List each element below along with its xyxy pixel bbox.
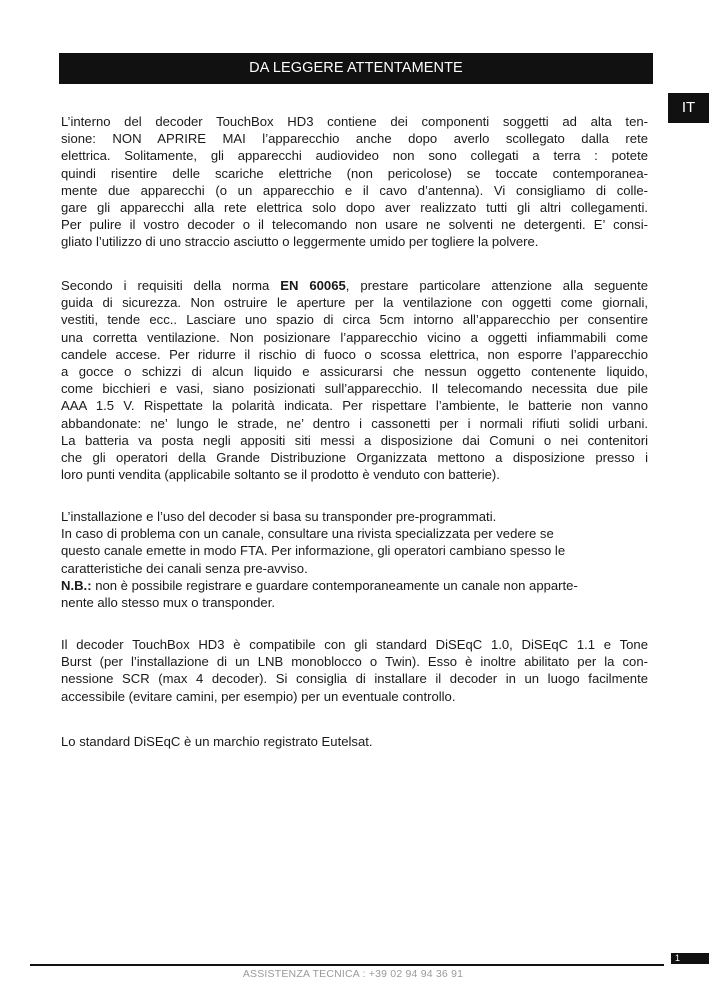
text-line: a gocce o schizzi di alcun liquido e assicurarsi che nessun oggetto contenente liquido, [61,364,648,380]
text-line [61,277,648,294]
text-line: Lo standard DiSEqC è un marchio registrato Eutelsat. [61,734,373,749]
text-line: Il decoder TouchBox HD3 è compatibile con gli standard DiSEqC 1.0, DiSEqC 1.1 e Tone [61,637,648,652]
text-line: Burst (per l’installazione di un LNB monoblocco o Twin). Esso è inoltre abilitato per la con- [61,654,648,670]
footer-support-line: ASSISTENZA TECNICA : +39 02 94 94 36 91 [242,968,464,980]
text-line: che gli operatori della Grande Distribuzione Organizzata mettono a disposizione presso i [61,450,648,466]
text-fragment: , prestare particolare attenzione alla seguente [345,278,648,293]
text-line: Per pulire il vostro decoder o il telecomando non usare ne solventi ne detergenti. E’ consi- [61,217,648,233]
text-line: loro punti vendita (applicabile soltanto se il prodotto è venduto con batterie). [61,467,500,483]
text-fragment: non è possibile registrare e guardare contemporaneamente un canale non apparte- [91,577,578,593]
paragraph-trademark [61,733,648,750]
text-line: nessione SCR (max 4 decoder). Si consiglia di installare il decoder in un luogo facilmente [61,671,648,687]
paragraph-diseqc-compat [61,636,648,705]
text-line: caratteristiche dei canali senza pre-avviso. [61,560,308,576]
text-line: vestiti, tende ecc.. Lasciare uno spazio di circa 5cm intorno all’apparecchio per consentire [61,312,648,328]
paragraph-safety-intro [61,113,648,251]
text-line: guida di sicurezza. Non ostruire le aperture per la ventilazione con oggetti come giornali, [61,295,648,311]
text-line: mente due apparecchi (o un apparecchio e il cavo d’antenna). Vi consigliamo di colle- [61,182,648,198]
norm-reference: EN 60065 [280,278,346,293]
text-fragment: Secondo i requisiti della norma [61,278,281,293]
text-line: L’installazione e l’uso del decoder si basa su transponder pre-programmati. [61,509,497,524]
text-line: La batteria va posta negli appositi siti messi a disposizione dai Comuni o nei contenitori [61,432,648,448]
text-line: come bicchieri e vasi, siano posizionati sull’apparecchio. Il telecomando necessita due pile [61,381,648,397]
text-line: AAA 1.5 V. Rispettate la polarità indicata. Per rispettare l’ambiente, le batterie non vanno [61,398,648,414]
text-line: In caso di problema con un canale, consultare una rivista specializzata per vedere se [61,526,554,542]
text-line: elettrica. Solitamente, gli apparecchi audiovideo non sono collegati a terra : potete [61,148,648,164]
text-line: una corretta ventilazione. Non posizionare l’apparecchio vicino a oggetti infiammabili come [61,329,648,345]
page-number: 1 [671,953,709,964]
text-line: gare gli apparecchi alla rete elettrica solo dopo aver realizzato tutti gli altri collegamenti. [61,200,648,216]
text-line: questo canale emette in modo FTA. Per informazione, gli operatori cambiano spesso le [61,543,566,559]
paragraph-en60065 [61,277,648,483]
text-line: L’interno del decoder TouchBox HD3 contiene dei componenti soggetti ad alta ten- [61,114,648,129]
page-title-banner: DA LEGGERE ATTENTAMENTE [59,53,653,84]
text-line: quindi risentire delle scariche elettriche (non pericolose) se toccate contemporanea- [61,165,648,181]
nb-label: N.B.: [61,577,92,593]
text-line: candele accese. Per ridurre il rischio di fuoco o scossa elettrica, non esporre l’apparecchio [61,346,648,362]
text-line: gliato l’utilizzo di uno straccio asciutto o leggermente umido per togliere la polvere. [61,234,539,250]
text-line: sione: NON APRIRE MAI l’apparecchio anche dopo averlo scollegato dalla rete [61,131,648,147]
nb-note [61,577,648,594]
footer-divider [30,964,664,966]
paragraph-installation [61,508,648,611]
text-line: nente allo stesso mux o transponder. [61,595,275,611]
language-tab: IT [668,93,709,123]
text-line: accessibile (evitare camini, per esempio) per un eventuale controllo. [61,688,456,704]
text-line: abbandonate: ne’ lungo le strade, ne’ dentro i cassonetti per i normali rifiuti solidi urbani. [61,415,648,431]
